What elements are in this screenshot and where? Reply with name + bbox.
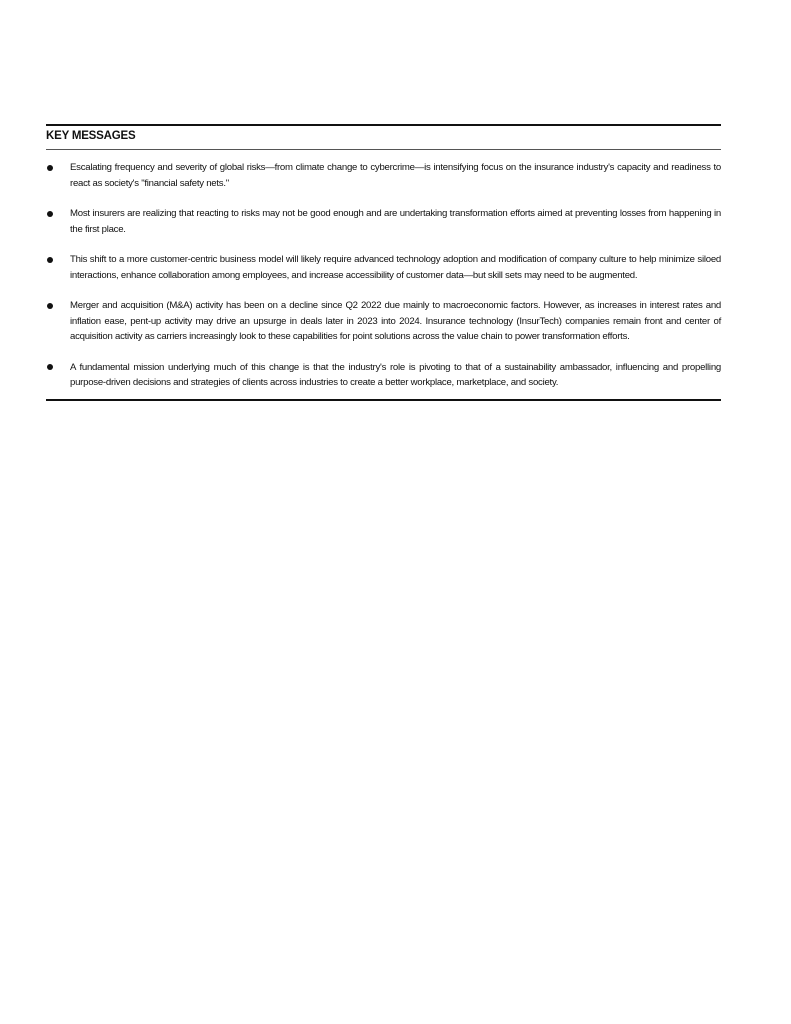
bullet-icon bbox=[47, 364, 53, 370]
key-messages-title: KEY MESSAGES bbox=[46, 126, 721, 150]
message-text: Escalating frequency and severity of global risks—from climate change to cybercrime—is intensifying focus on the insurance industry's capacity and readiness to react as society's "financial safety nets." bbox=[70, 162, 721, 189]
list-item bbox=[46, 252, 721, 283]
bullet-icon bbox=[47, 257, 53, 263]
message-text: Most insurers are realizing that reacting to risks may not be good enough and are undertaking transformation efforts aimed at preventing losses from happening in the first place. bbox=[70, 208, 721, 235]
list-item bbox=[46, 298, 721, 345]
message-text: Merger and acquisition (M&A) activity has been on a decline since Q2 2022 due mainly to macroeconomic factors. However, as increases in interest rates and inflation ease, pent-up activity may drive an upsurge in deals later in 2023 into 2024. Insurance technology (InsurTech) companies remain front and center of acquisition activity as carriers increasingly look to these capabilities for point solutions across the value chain to power transformation efforts. bbox=[70, 300, 721, 342]
message-text: A fundamental mission underlying much of this change is that the industry's role is pivoting to that of a sustainability ambassador, influencing and propelling purpose-driven decisions and strategies of clients across industries to create a better workplace, marketplace, and society. bbox=[70, 361, 721, 388]
key-messages-list bbox=[46, 150, 721, 399]
list-item bbox=[46, 206, 721, 237]
list-item bbox=[46, 360, 721, 391]
message-text: This shift to a more customer-centric business model will likely require advanced technology adoption and modification of company culture to help minimize siloed interactions, enhance collaboration among employees, and increase accessibility of customer data—but skill sets may need to be augmented. bbox=[70, 254, 721, 281]
bullet-icon bbox=[47, 211, 53, 217]
key-messages-box bbox=[46, 124, 721, 401]
bullet-icon bbox=[47, 165, 53, 171]
bullet-icon bbox=[47, 303, 53, 309]
list-item bbox=[46, 160, 721, 191]
